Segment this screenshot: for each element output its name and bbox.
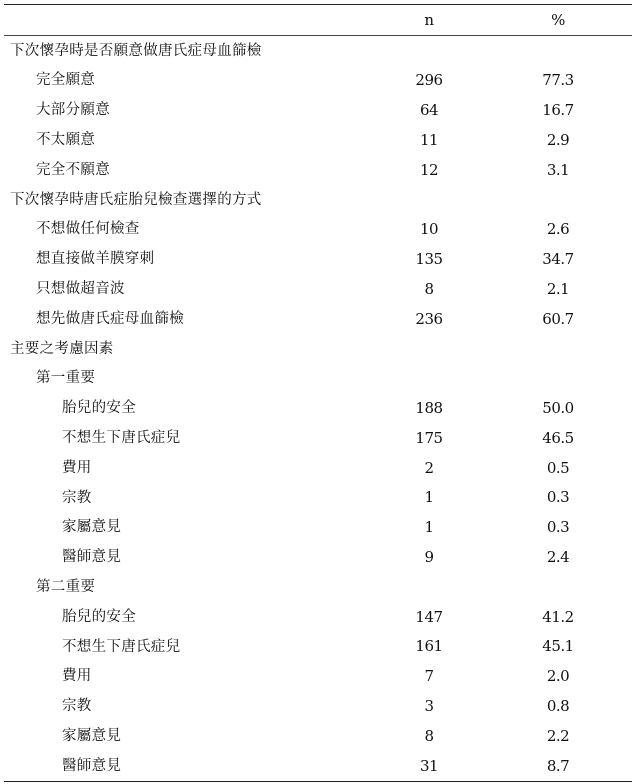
row-label: 想先做唐氏症母血篩檢 (36, 310, 184, 327)
row-label: 胎兒的安全 (62, 608, 136, 625)
row-percent-value: 50.0 (542, 398, 574, 417)
row-n-value: 2 (424, 458, 434, 477)
section-row (4, 36, 632, 66)
table-row (4, 453, 632, 483)
row-label: 家屬意見 (62, 727, 122, 744)
row-percent-value: 60.7 (542, 309, 574, 328)
header-percent-cell: % (551, 10, 565, 29)
row-label: 不想生下唐氏症兒 (62, 638, 181, 655)
row-label: 胎兒的安全 (62, 400, 136, 417)
table-body (4, 36, 632, 781)
row-percent-value: 77.3 (542, 71, 574, 90)
section-row (4, 185, 632, 215)
table-row (4, 394, 632, 424)
table-row (4, 125, 632, 155)
row-n-value: 236 (415, 309, 443, 328)
row-label: 不想做任何檢查 (36, 221, 140, 238)
subsection-row (4, 364, 632, 394)
row-label: 不想生下唐氏症兒 (62, 430, 181, 446)
row-n-value: 9 (424, 547, 434, 566)
data-table (4, 0, 632, 782)
table-row (4, 304, 632, 334)
row-percent-value: 41.2 (542, 607, 574, 626)
table-bottom-rule (4, 781, 632, 782)
row-n-value: 8 (424, 726, 434, 745)
row-percent-value: 0.3 (546, 488, 570, 507)
row-n-value: 188 (415, 398, 443, 417)
row-n-value: 175 (415, 428, 443, 447)
row-label: 家屬意見 (62, 519, 122, 536)
table-row (4, 215, 632, 245)
row-label: 下次懷孕時是否願意做唐氏症母血篩檢 (10, 42, 262, 59)
row-percent-value: 34.7 (542, 249, 574, 268)
row-n-value: 64 (419, 100, 439, 119)
row-percent-value: 46.5 (542, 428, 574, 447)
row-n-value: 31 (419, 756, 439, 775)
row-label: 完全願意 (36, 72, 96, 89)
row-percent-value: 16.7 (542, 100, 574, 119)
row-n-value: 12 (419, 160, 439, 179)
row-label: 宗教 (62, 698, 92, 715)
row-n-value: 296 (415, 71, 443, 90)
table-row (4, 632, 632, 662)
row-n-value: 147 (415, 607, 443, 626)
row-label: 下次懷孕時唐氏症胎兒檢查選擇的方式 (10, 191, 262, 208)
row-label: 醫師意見 (62, 757, 122, 774)
table-row (4, 513, 632, 543)
row-label: 第二重要 (36, 578, 96, 595)
table-row (4, 66, 632, 96)
table-row (4, 483, 632, 513)
header-n-cell: n (424, 10, 434, 29)
row-n-value: 10 (419, 220, 439, 239)
row-n-value: 1 (424, 518, 434, 537)
section-row (4, 334, 632, 364)
row-label: 完全不願意 (36, 161, 110, 178)
row-label: 只想做超音波 (36, 281, 125, 298)
subsection-row (4, 572, 632, 602)
row-n-value: 11 (419, 130, 439, 149)
table-row (4, 721, 632, 751)
table-row (4, 602, 632, 632)
table-header-row (4, 5, 632, 35)
row-n-value: 3 (424, 696, 434, 715)
table-row (4, 155, 632, 185)
row-label: 費用 (62, 459, 92, 476)
table-row (4, 274, 632, 304)
row-n-value: 135 (415, 249, 443, 268)
row-percent-value: 2.4 (546, 547, 570, 566)
row-percent-value: 3.1 (546, 160, 570, 179)
table-row (4, 662, 632, 692)
row-percent-value: 2.9 (546, 130, 570, 149)
row-percent-value: 8.7 (546, 756, 570, 775)
row-label: 大部分願意 (36, 102, 110, 119)
table-row (4, 423, 632, 453)
table-row (4, 692, 632, 722)
row-n-value: 7 (424, 667, 434, 686)
row-label: 主要之考慮因素 (10, 340, 114, 357)
row-percent-value: 2.6 (546, 220, 570, 239)
row-label: 第一重要 (36, 370, 96, 387)
table-row (4, 245, 632, 275)
row-label: 想直接做羊膜穿刺 (36, 251, 155, 268)
table-row (4, 543, 632, 573)
row-n-value: 1 (424, 488, 434, 507)
table-row (4, 751, 632, 781)
row-percent-value: 45.1 (542, 637, 574, 656)
row-percent-value: 2.2 (546, 726, 570, 745)
row-percent-value: 0.8 (546, 696, 570, 715)
row-n-value: 161 (415, 637, 443, 656)
row-label: 不太願意 (36, 132, 96, 149)
row-percent-value: 0.3 (546, 518, 570, 537)
row-label: 費用 (62, 668, 92, 685)
row-percent-value: 2.1 (546, 279, 570, 298)
row-n-value: 8 (424, 279, 434, 298)
row-percent-value: 2.0 (546, 667, 570, 686)
row-label: 醫師意見 (62, 549, 122, 566)
table-row (4, 96, 632, 126)
row-label: 宗教 (62, 489, 92, 506)
row-percent-value: 0.5 (546, 458, 570, 477)
